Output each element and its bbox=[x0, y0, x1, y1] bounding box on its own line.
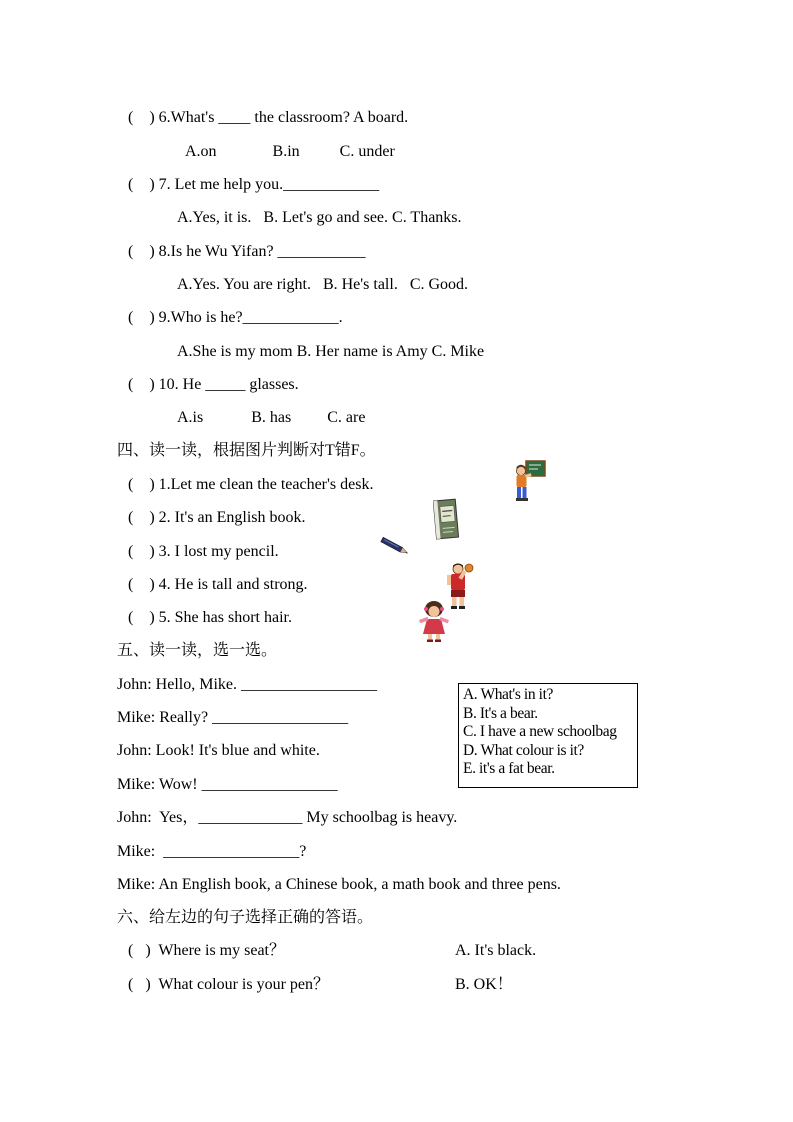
dialog-line-4: Mike: Wow! _________________ bbox=[117, 776, 338, 793]
mc-question-9-options: A.She is my mom B. Her name is Amy C. Mike bbox=[177, 343, 485, 360]
section6-row-1-left: ( ) Where is my seat？ bbox=[128, 942, 285, 959]
section6-row-2-left: ( ) What colour is your pen？ bbox=[128, 976, 329, 993]
mc-question-8-options: A.Yes. You are right. B. He's tall. C. Good. bbox=[177, 276, 469, 293]
section6-row-2-right: B. OK！ bbox=[455, 976, 513, 993]
dialog-line-2: Mike: Really? _________________ bbox=[117, 709, 349, 726]
box-option-d: D. What colour is it? bbox=[463, 741, 584, 759]
mc-question-10-stem: ( ) 10. He _____ glasses. bbox=[128, 376, 299, 393]
dialog-line-1: John: Hello, Mike. _________________ bbox=[117, 676, 377, 693]
pencil-icon bbox=[380, 536, 410, 558]
section4-title: 四、读一读，根据图片判断对T错F。 bbox=[117, 442, 376, 459]
section6-title: 六、给左边的句子选择正确的答语。 bbox=[117, 909, 374, 926]
box-option-b: B. It's a bear. bbox=[463, 704, 538, 722]
dialog-line-6: Mike: _________________? bbox=[117, 843, 307, 860]
box-option-c: C. I have a new schoolbag bbox=[463, 723, 617, 740]
mc-question-6-stem: ( ) 6.What's ____ the classroom? A board. bbox=[128, 109, 409, 126]
section4-item-4: ( ) 4. He is tall and strong. bbox=[128, 576, 308, 593]
section4-item-2: ( ) 2. It's an English book. bbox=[128, 509, 306, 526]
dialog-line-7: Mike: An English book, a Chinese book, a math book and three pens. bbox=[117, 876, 561, 893]
english-book-icon bbox=[433, 498, 461, 542]
mc-question-9-stem: ( ) 9.Who is he?____________. bbox=[128, 309, 343, 326]
mc-question-10-options: A.is B. has C. are bbox=[177, 409, 366, 426]
section5-title: 五、读一读，选一选。 bbox=[117, 642, 278, 659]
section5-answer-box bbox=[458, 683, 638, 788]
boy-cleaning-board-image bbox=[513, 460, 546, 503]
girl-short-hair-image bbox=[416, 600, 452, 642]
english-book-image bbox=[433, 498, 461, 542]
dialog-line-5: John: Yes，_____________ My schoolbag is heavy. bbox=[117, 809, 458, 826]
section4-item-3: ( ) 3. I lost my pencil. bbox=[128, 543, 279, 560]
mc-question-6-options: A.on B.in C. under bbox=[185, 143, 395, 160]
pencil-image bbox=[380, 536, 410, 558]
section4-item-5: ( ) 5. She has short hair. bbox=[128, 609, 292, 626]
mc-question-7-options: A.Yes, it is. B. Let's go and see. C. Thanks. bbox=[177, 209, 462, 226]
girl-short-hair-icon bbox=[416, 600, 452, 642]
box-option-a: A. What's in it? bbox=[463, 686, 553, 703]
section6-row-1-right: A. It's black. bbox=[455, 942, 537, 959]
box-option-e: E. it's a fat bear. bbox=[463, 760, 555, 777]
mc-question-7-stem: ( ) 7. Let me help you.____________ bbox=[128, 176, 380, 193]
section4-item-1: ( ) 1.Let me clean the teacher's desk. bbox=[128, 476, 374, 493]
mc-question-8-stem: ( ) 8.Is he Wu Yifan? ___________ bbox=[128, 243, 366, 260]
dialog-line-3: John: Look! It's blue and white. bbox=[117, 742, 320, 759]
boy-cleaning-board-icon bbox=[513, 460, 546, 503]
